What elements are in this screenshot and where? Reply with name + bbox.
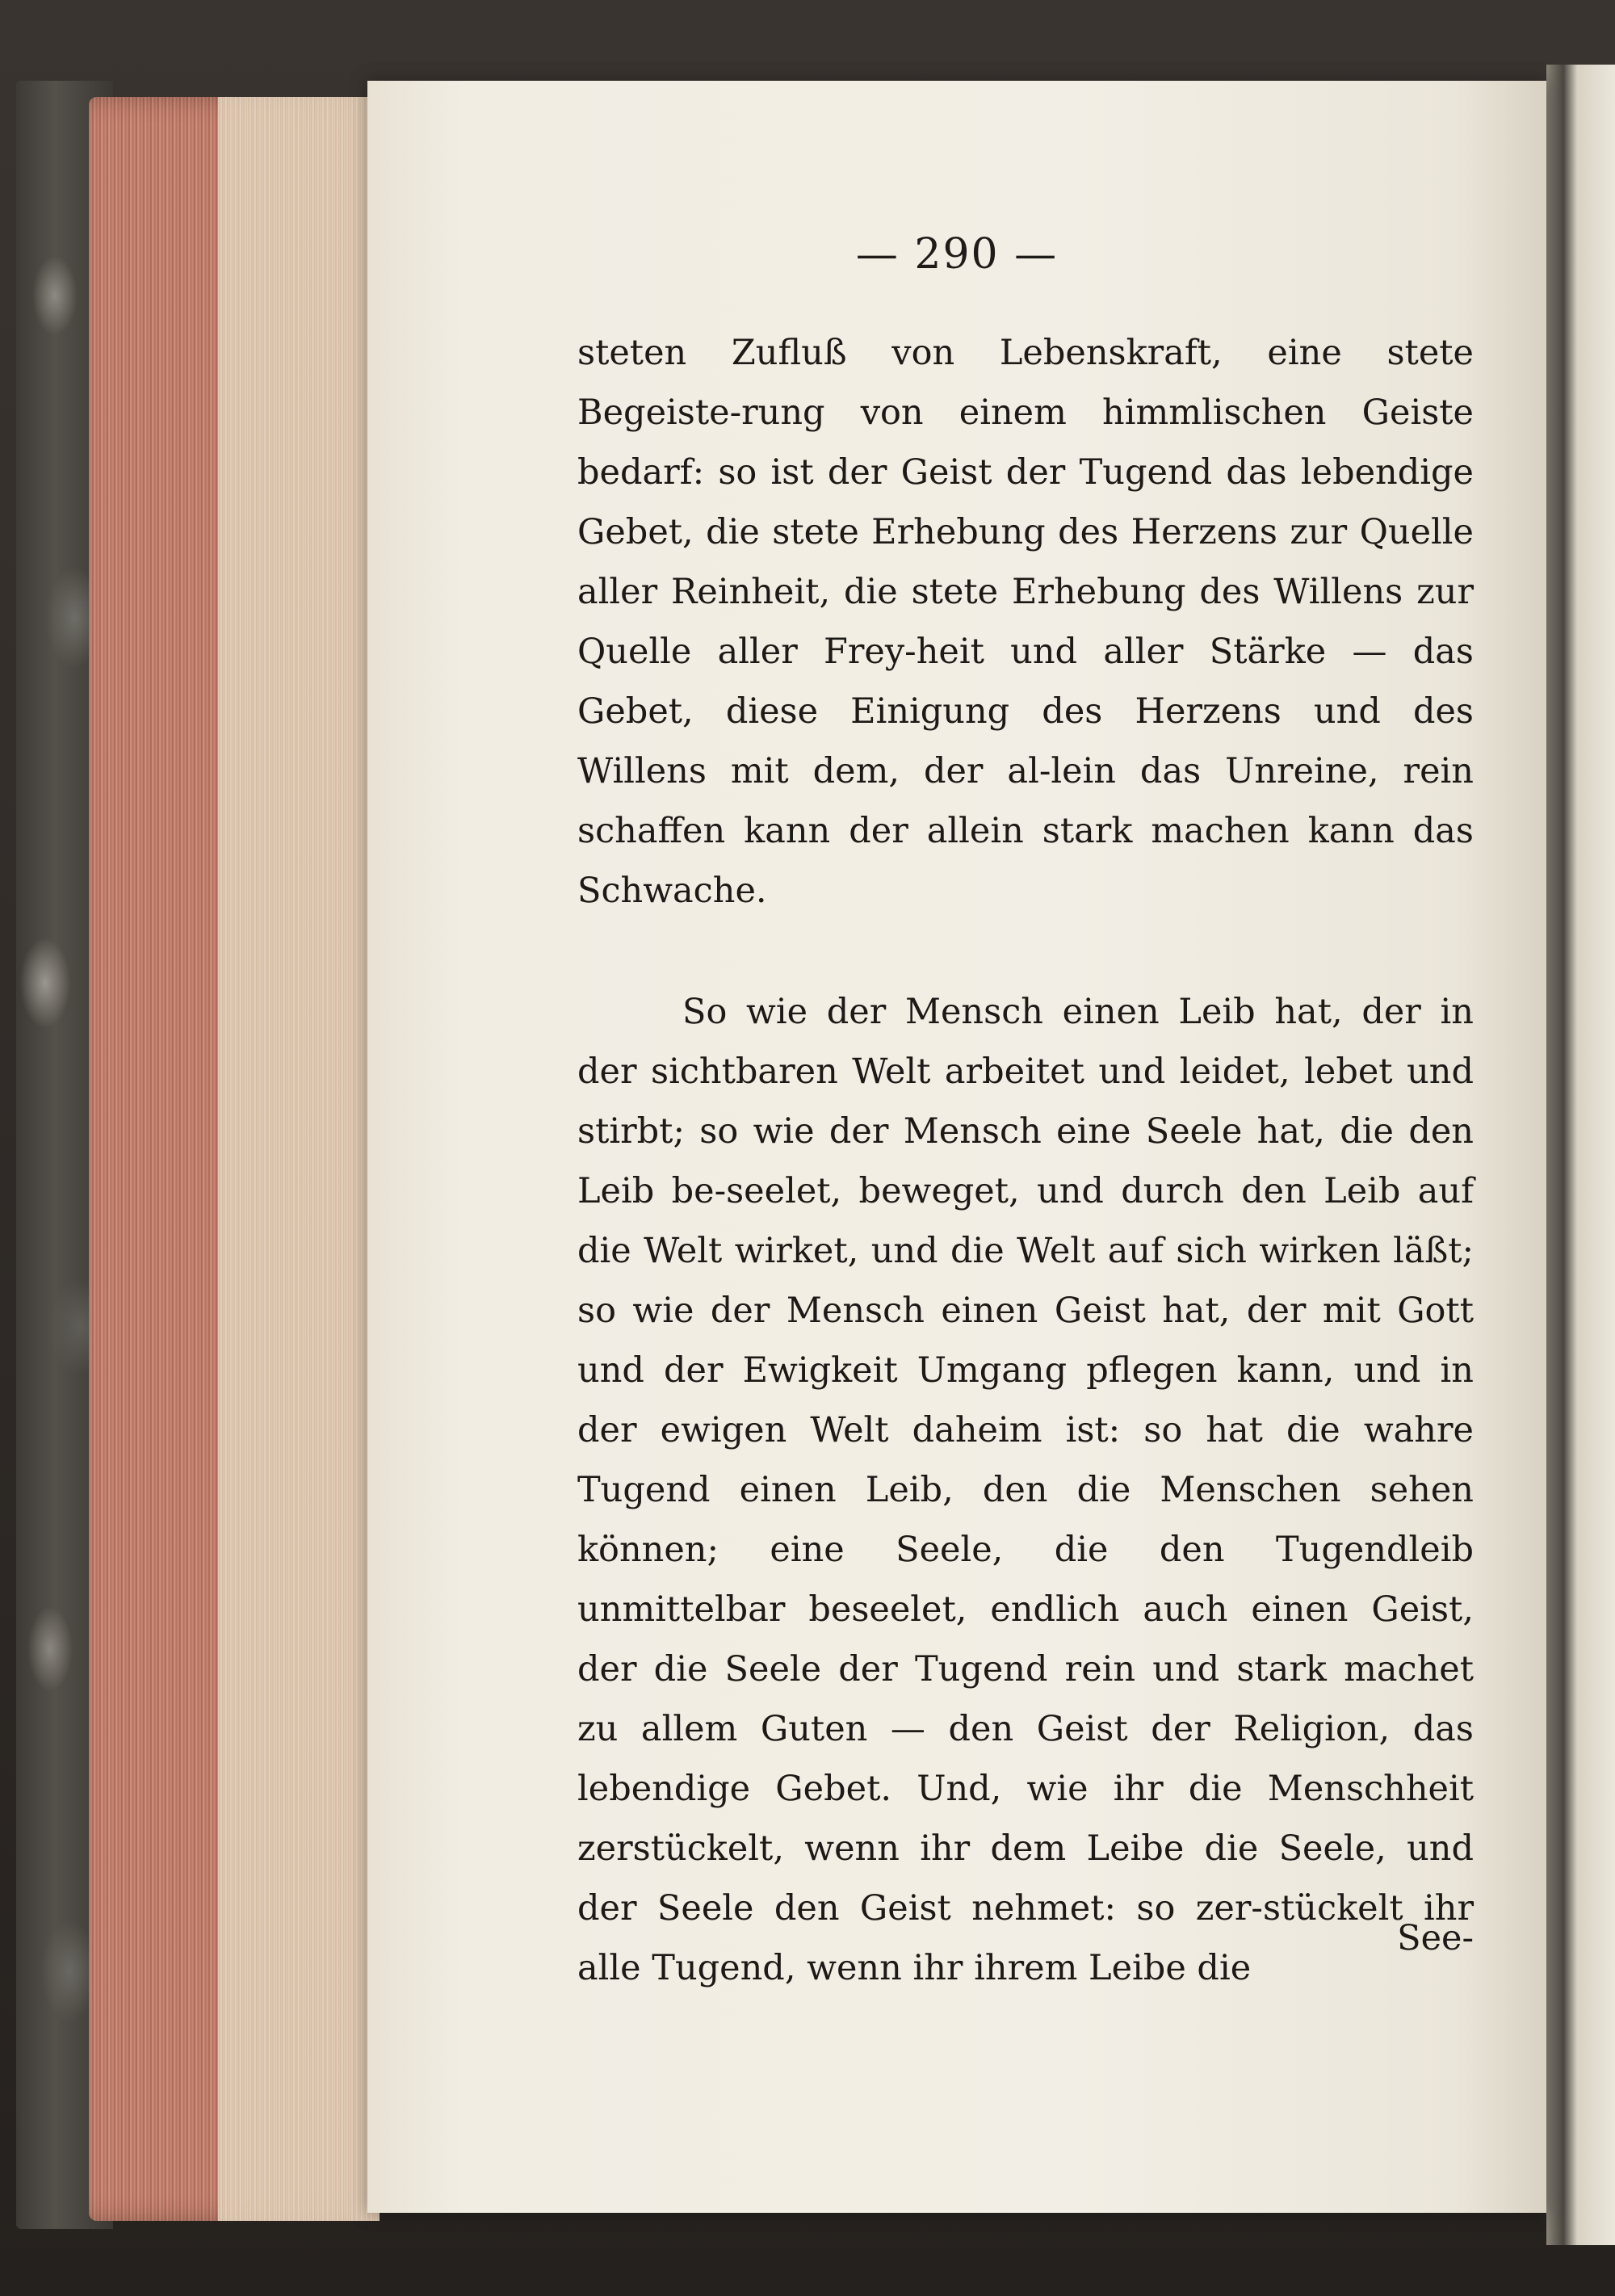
paragraph-1: steten Zufluß von Lebenskraft, eine stete Begeiste-rung von einem himmlischen Geiste bedarf: so ist der Geist der Tugend das lebendige Gebet, die stete Erhebung des Herzens zur Quelle aller Reinheit, die stete Erhebung des Willens zur Quelle aller Frey-heit und aller Stärke — das Gebet, diese Einigung des Herzens und des Willens mit dem, der al-lein das Unreine, rein schaffen kann der allein stark machen kann das Schwache. (577, 333, 1474, 911)
page-number: — 290 — (855, 230, 1059, 279)
facing-page-edge (1546, 65, 1615, 2245)
catchword: See- (1397, 1918, 1474, 1958)
paragraph-2: So wie der Mensch einen Leib hat, der in der sichtbaren Welt arbeitet und leidet, lebet und stirbt; so wie der Mensch eine Seele hat, die den Leib be-seelet, beweget, und durch den Leib auf die Welt wirket, und die Welt auf sich wirken läßt; so wie der Mensch einen Geist hat, der mit Gott und der Ewigkeit Umgang pflegen kann, und in der ewigen Welt daheim ist: so hat die wahre Tugend einen Leib, den die Menschen sehen können; eine Seele, die den Tugendleib unmittelbar beseelet, endlich auch einen Geist, der die Seele der Tugend rein und stark machet zu allem Guten — den Geist der Religion, das lebendige Gebet. Und, wie ihr die Menschheit zerstückelt, wenn ihr dem Leibe die Seele, und der Seele den Geist nehmet: so zer-stückelt ihr alle Tugend, wenn ihr ihrem Leibe die (577, 992, 1474, 1988)
body-text (577, 323, 1474, 1998)
page-edges (89, 97, 380, 2221)
